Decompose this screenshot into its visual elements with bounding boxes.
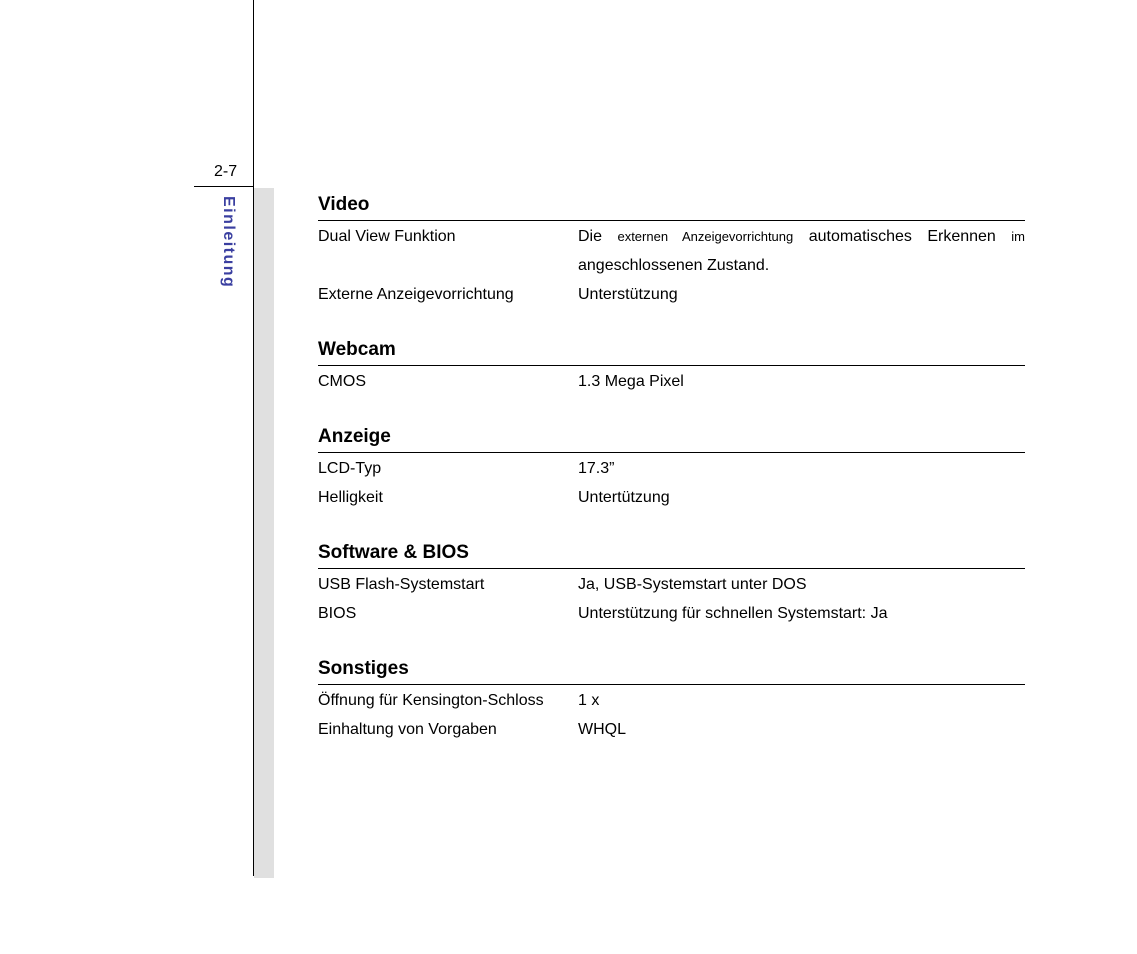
spec-value: WHQL — [578, 721, 626, 738]
chapter-label: Einleitung — [220, 196, 237, 289]
page-number: 2-7 — [214, 163, 238, 180]
spec-label: Helligkeit — [318, 489, 383, 506]
spec-row — [318, 599, 1025, 628]
spec-value: 1.3 Mega Pixel — [578, 373, 684, 390]
spec-label: Öffnung für Kensington-Schloss — [318, 692, 544, 709]
spec-value: Die externen Anzeigevorrichtung automatisches Erkennen im angeschlossenen Zustand. — [578, 228, 1025, 274]
section-title: Sonstiges — [318, 657, 1025, 685]
section-title: Software & BIOS — [318, 541, 1025, 569]
spec-label: CMOS — [318, 373, 366, 390]
spec-value: Unterstützung für schnellen Systemstart: Ja — [578, 605, 888, 622]
spec-row — [318, 222, 1025, 280]
spec-value: Untertützung — [578, 489, 670, 506]
spec-content — [318, 193, 1025, 773]
spec-row — [318, 570, 1025, 599]
spec-label: USB Flash-Systemstart — [318, 576, 485, 593]
spec-row — [318, 454, 1025, 483]
section-title: Webcam — [318, 338, 1025, 366]
spec-value: 17.3” — [578, 460, 615, 477]
spec-label: BIOS — [318, 605, 357, 622]
spec-row — [318, 483, 1025, 512]
spec-value: 1 x — [578, 692, 600, 709]
section-software-bios — [318, 541, 1025, 628]
spec-row — [318, 280, 1025, 309]
page-number-rule — [194, 186, 254, 187]
section-anzeige — [318, 425, 1025, 512]
spec-label: Einhaltung von Vorgaben — [318, 721, 497, 738]
section-title: Anzeige — [318, 425, 1025, 453]
margin-gray-bar — [254, 188, 274, 878]
spec-label: Externe Anzeigevorrichtung — [318, 286, 514, 303]
spec-label: Dual View Funktion — [318, 228, 456, 245]
spec-row — [318, 367, 1025, 396]
spec-row — [318, 715, 1025, 744]
section-sonstiges — [318, 657, 1025, 744]
spec-value: Ja, USB-Systemstart unter DOS — [578, 576, 807, 593]
section-title: Video — [318, 193, 1025, 221]
spec-value: Unterstützung — [578, 286, 678, 303]
section-webcam — [318, 338, 1025, 396]
spec-row — [318, 686, 1025, 715]
spec-label: LCD-Typ — [318, 460, 382, 477]
section-video — [318, 193, 1025, 309]
